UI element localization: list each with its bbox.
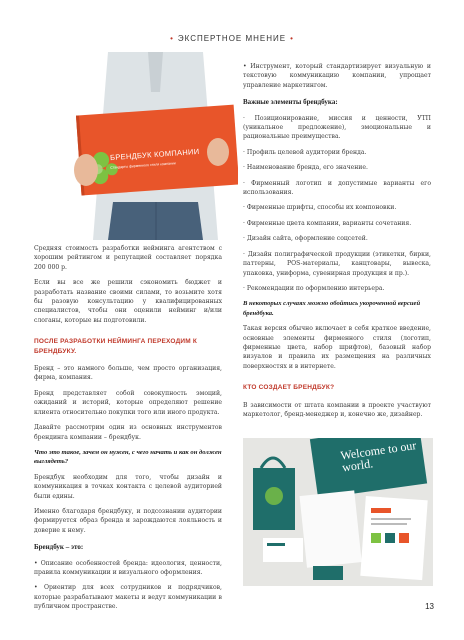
bullet-dot-icon: • (170, 34, 174, 43)
paragraph: Брендбук необходим для того, чтобы дизайн и коммуникация в точках контакта с целевой аудиторией были едины. (34, 473, 222, 500)
list-item: · Рекомендации по оформлению интерьера. (243, 284, 385, 292)
list-item: · Наименование бренда, его значение. (243, 164, 368, 172)
section-header (0, 34, 464, 43)
paragraph: Такая версия обычно включает в себя краткое введение, основные элементы фирменного стиля (логотип, фирменные цвета, набор шрифтов), базовый набор визуалов и правила их размещения на различных поверхностях и в интернете. (243, 325, 431, 370)
paragraph: Средняя стоимость разработки нейминга агентством с хорошим рейтингом и репутацией составляет порядка 200 000 р. (34, 245, 222, 271)
book-subtitle: Стандарты фирменного стиля компании (109, 161, 176, 170)
bullet-dot-icon: • (290, 34, 294, 43)
list-item: · Дизайн полиграфической продукции (этикетки, бирки, паттерны, POS-материалы, канцтовары, вывеска, упаковка, униформа, сувенирная продукция и пр.). (243, 250, 431, 277)
list-item: · Фирменные шрифты, способы их компоновки. (243, 204, 397, 212)
section-heading: ПОСЛЕ РАЗРАБОТКИ НЕЙМИНГА ПЕРЕХОДИМ К БРЕНДБУКУ. (34, 338, 198, 355)
bullet-item: • Описание особенностей бренда: идеология, ценности, правила коммуникации и визуального оформления. (34, 559, 222, 576)
bullet-icon: • (243, 63, 251, 70)
section-heading: КТО СОЗДАЕТ БРЕНДБУК? (243, 384, 335, 392)
bullet-icon: • (34, 584, 44, 592)
bullet-icon: • (34, 559, 41, 567)
paragraph: В зависимости от штата компании в проекте участвуют маркетолог, бренд-менеджер и, конечно же, дизайнер. (243, 401, 431, 418)
header-title: ЭКСПЕРТНОЕ МНЕНИЕ (177, 34, 287, 43)
italic-subheading: В некоторых случаях можно обойтись укороченной версией брендбука. (243, 300, 421, 317)
list-item: · Фирменный логотип и допустимые варианты его использования. (243, 179, 431, 197)
brand-mockup-photo (243, 438, 433, 586)
page-number: 13 (425, 602, 434, 611)
paragraph: Давайте рассмотрим один из основных инструментов брендинга компании – брендбук. (34, 424, 222, 441)
book-title: БРЕНДБУК КОМПАНИИ (109, 146, 200, 163)
brandbook-photo (68, 52, 238, 240)
paragraph: Бренд представляет собой совокупность эмоций, ожиданий и историй, которые определяют решение клиента относительно покупки того или иного продукта. (34, 389, 222, 416)
bullet-item: • Ориентир для всех сотрудников и подрядчиков, которые разрабатывают макеты и ведут коммуникации в публичном пространстве. (34, 584, 222, 611)
bullet-item: • Инструмент, который стандартизирует визуальную и текстовую коммуникацию компании, упрощает управление маркетингом. (243, 63, 431, 89)
list-item: · Позиционирование, миссия и ценности, УТП (уникальное предложение), эмоциональные и рациональные преимущества. (243, 114, 431, 141)
italic-subheading: Что это такое, зачем он нужен, с чего начать и как он должен выглядеть? (34, 448, 222, 466)
paragraph: Если вы все же решили сэкономить бюджет и разработать название своими силами, то возьмите хотя бы разовую консультацию у квалифицированных специалистов, чтобы они оценили нейминг и/или слоганы, которые вы подготовили. (34, 279, 222, 324)
paragraph: Бренд – это намного больше, чем просто организация, фирма, компания. (34, 365, 222, 382)
mockup-headline: Welcome to our world. (339, 438, 418, 475)
left-column (34, 244, 222, 618)
right-column (243, 62, 431, 425)
list-item: · Фирменные цвета компании, варианты сочетания. (243, 219, 412, 227)
paragraph: Именно благодаря брендбуку, и подсознании аудитории формируется образ бренда и зарождаются лояльность и доверие к нему. (34, 507, 222, 534)
list-item: · Дизайн сайта, оформление соцсетей. (243, 235, 368, 243)
subheading: Брендбук – это: (34, 543, 84, 552)
list-item: · Профиль целевой аудитории бренда. (243, 148, 367, 156)
subheading: Важные элементы брендбука: (243, 98, 338, 107)
